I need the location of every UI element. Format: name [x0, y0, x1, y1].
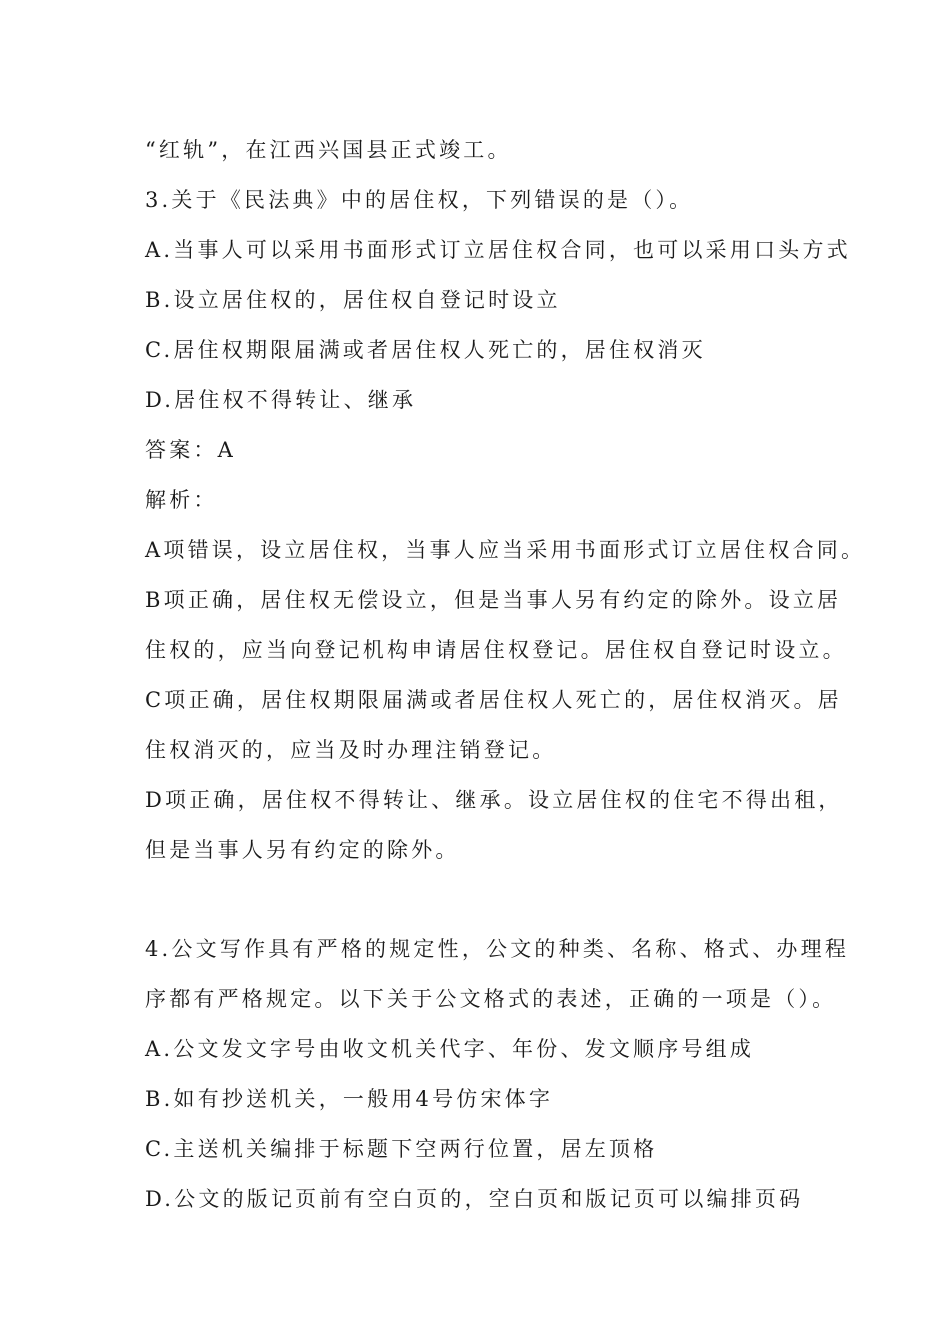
analysis-line: 但是当事人另有约定的除外。 [145, 838, 460, 862]
question-3-option-c: C.居住权期限届满或者居住权人死亡的，居住权消灭 [145, 338, 706, 362]
question-4-stem: 4.公文写作具有严格的规定性，公文的种类、名称、格式、办理程 [145, 937, 850, 961]
question-3-option-b: B.设立居住权的，居住权自登记时设立 [145, 288, 561, 312]
analysis-line: A项错误，设立居住权，当事人应当采用书面形式订立居住权合同。 [145, 538, 866, 562]
text-line: “红轨”，在江西兴国县正式竣工。 [145, 138, 512, 162]
question-4-option-b: B.如有抄送机关，一般用4号仿宋体字 [145, 1087, 554, 1111]
question-4-stem-cont: 序都有严格规定。以下关于公文格式的表述，正确的一项是（）。 [145, 987, 837, 1011]
analysis-line: B项正确，居住权无偿设立，但是当事人另有约定的除外。设立居 [145, 588, 842, 612]
question-3-option-a: A.当事人可以采用书面形式订立居住权合同，也可以采用口头方式 [145, 238, 851, 262]
analysis-line: 住权的，应当向登记机构申请居住权登记。居住权自登记时设立。 [145, 638, 847, 662]
question-4-option-a: A.公文发文字号由收文机关代字、年份、发文顺序号组成 [145, 1037, 755, 1061]
question-3-answer: 答案：A [145, 438, 236, 462]
analysis-line: 住权消灭的，应当及时办理注销登记。 [145, 738, 557, 762]
question-3-option-d: D.居住权不得转让、继承 [145, 388, 417, 412]
question-4-option-c: C.主送机关编排于标题下空两行位置，居左顶格 [145, 1137, 658, 1161]
analysis-line: D项正确，居住权不得转让、继承。设立居住权的住宅不得出租， [145, 788, 843, 812]
question-4-option-d: D.公文的版记页前有空白页的，空白页和版记页可以编排页码 [145, 1187, 804, 1211]
analysis-line: C项正确，居住权期限届满或者居住权人死亡的，居住权消灭。居 [145, 688, 842, 712]
question-3-stem: 3.关于《民法典》中的居住权，下列错误的是（）。 [145, 188, 694, 212]
question-3-analysis-label: 解析： [145, 488, 218, 512]
